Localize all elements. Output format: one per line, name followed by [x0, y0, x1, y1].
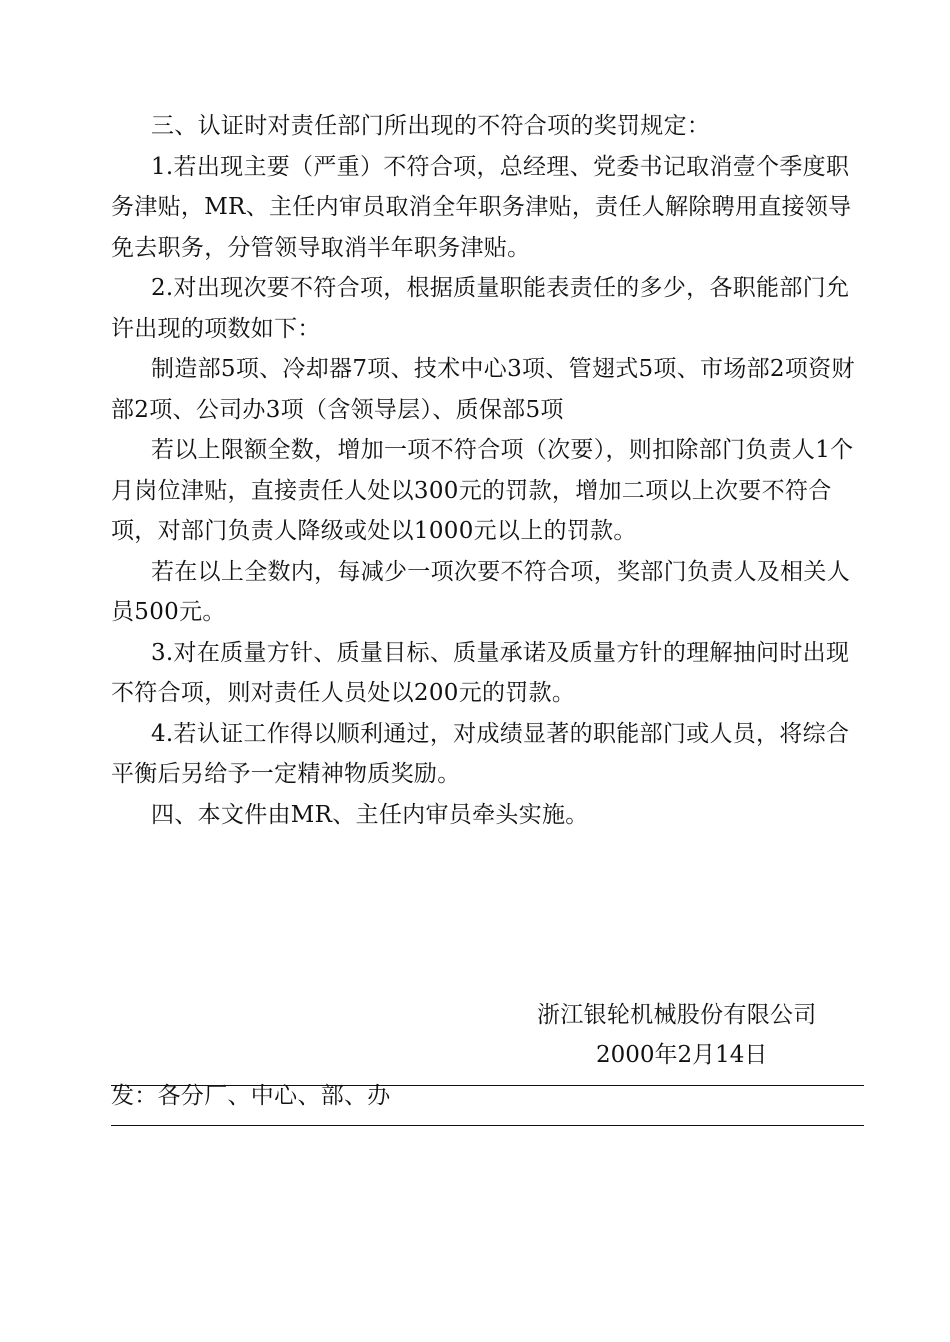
signature-company: 浙江银轮机械股份有限公司 [537, 1002, 817, 1028]
rule-item-3: 3.对在质量方针、质量目标、质量承诺及质量方针的理解抽问时出现不符合项，则对责任人员处以200元的罚款。 [111, 639, 850, 706]
penalty-paragraph: 若以上限额全数，增加一项不符合项（次要），则扣除部门负责人1个月岗位津贴，直接责任人处以300元的罚款，增加二项以上次要不符合项，对部门负责人降级或处以1000元以上的罚款。 [111, 437, 854, 544]
distribution-line: 发：各分厂、中心、部、办 [111, 1083, 391, 1109]
section-four-heading: 四、本文件由MR、主任内审员牵头实施。 [151, 801, 589, 828]
section-three-heading: 三、认证时对责任部门所出现的不符合项的奖罚规定： [151, 113, 711, 139]
rule-item-2: 2.对出现次要不符合项，根据质量职能表责任的多少，各职能部门允许出现的项数如下： [111, 275, 850, 342]
rule-item-1: 1.若出现主要（严重）不符合项，总经理、党委书记取消壹个季度职务津贴，MR、主任内审员取消全年职务津贴，责任人解除聘用直接领导免去职务，分管领导取消半年职务津贴。 [111, 153, 852, 261]
signature-date: 2000年2月14日 [596, 1042, 768, 1068]
divider-bottom [111, 1125, 864, 1126]
rule-item-4: 4.若认证工作得以顺利通过，对成绩显著的职能部门或人员，将综合平衡后另给予一定精神物质奖励。 [111, 720, 850, 787]
document-body [111, 106, 871, 835]
department-quota-list: 制造部5项、冷却器7项、技术中心3项、管翅式5项、市场部2项资财部2项、公司办3项（含领导层）、质保部5项 [111, 356, 855, 423]
reward-paragraph: 若在以上全数内，每减少一项次要不符合项，奖部门负责人及相关人员500元。 [111, 558, 850, 625]
